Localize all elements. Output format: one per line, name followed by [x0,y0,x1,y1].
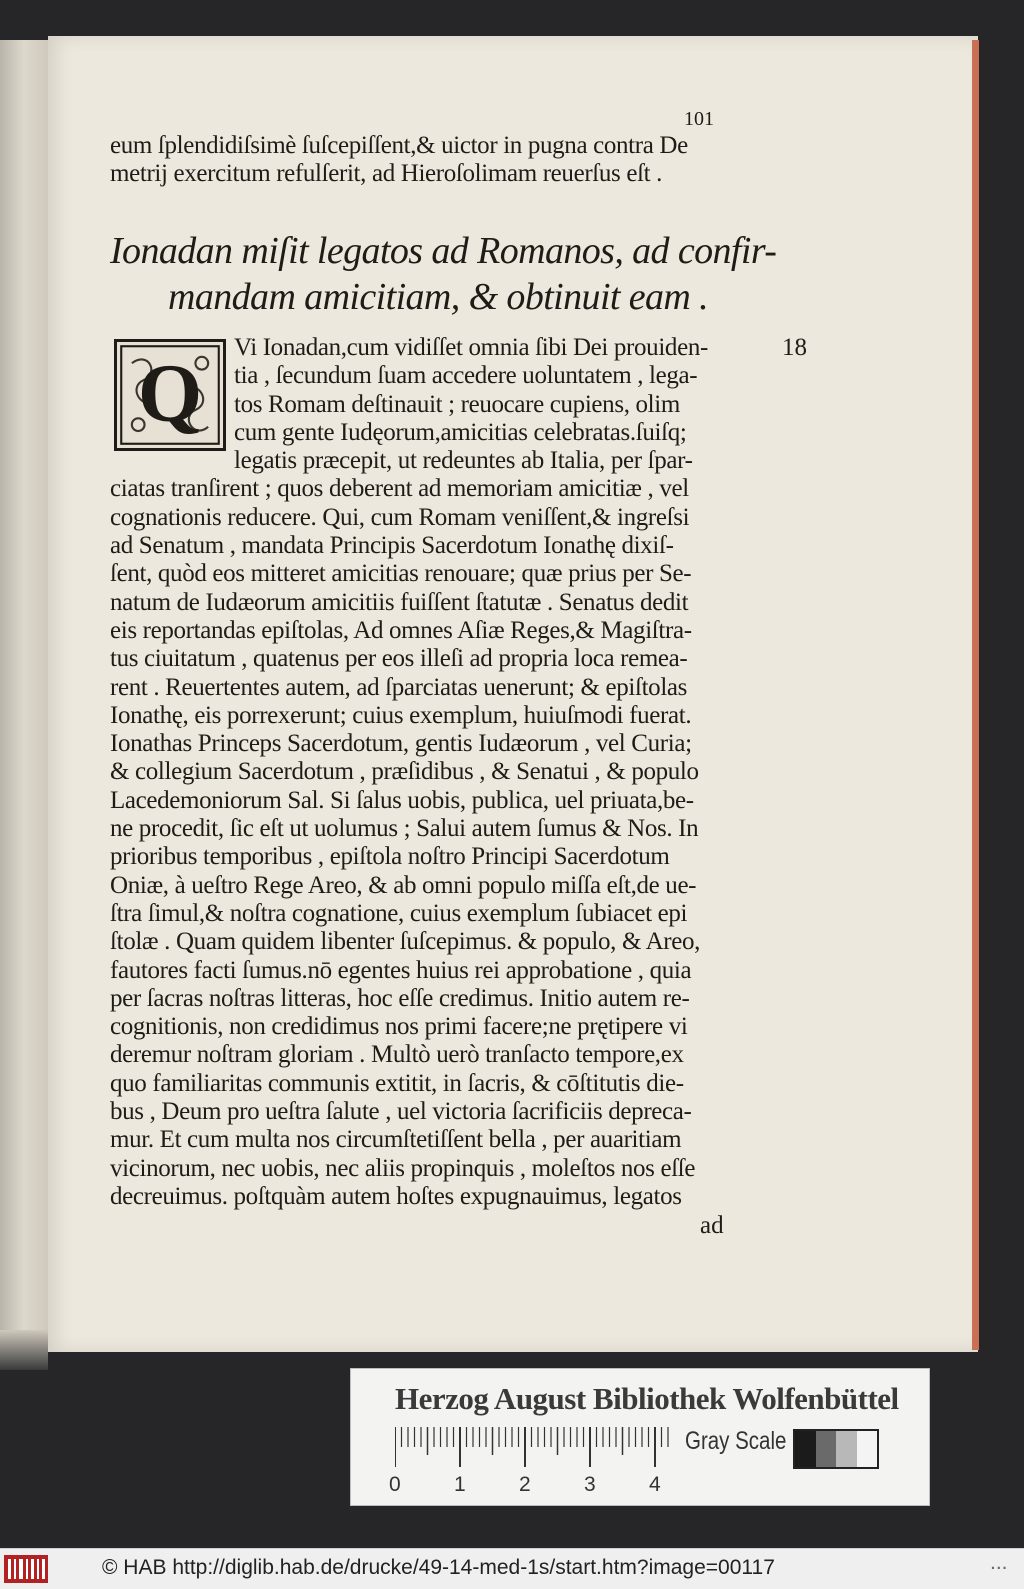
page-number: 101 [684,108,714,130]
text-line: ſtra ſimul,& noſtra cognatione, cuius exemplum ſubiacet epi [110,899,688,927]
gray-scale-swatch [793,1429,879,1469]
page-red-edge [972,40,979,1350]
heading-line: Ionadan miſit legatos ad Romanos, ad confir- [110,230,777,272]
text-line: tus ciuitatum , quatenus per eos illeſi ad propria loca remea- [110,645,688,673]
source-link[interactable]: © HAB http://diglib.hab.de/drucke/49-14-med-1s/start.htm?image=00117 [102,1556,775,1579]
text-line: rent . Reuertentes autem, ad ſparciatas uenerunt; & epiſtolas [110,673,688,701]
text-line: cum gente Iudęorum,amicitias celebratas.ſuiſq; [234,418,687,446]
chapter-heading [110,228,830,320]
swatch-light-gray [836,1431,857,1467]
margin-number: 18 [782,334,807,361]
text-line: cognationis reducere. Qui, cum Romam veniſſent,& ingreſsi [110,503,690,531]
text-line: Lacedemoniorum Sal. Si ſalus uobis, publica, uel priuata,be- [110,786,694,814]
text-line: vicinorum, nec uobis, nec aliis propinquis , moleſtos nos eſſe [110,1154,696,1182]
text-line: decreuimus. poſtquàm autem hoſtes expugnauimus, legatos [110,1182,682,1210]
ruler-number: 3 [584,1473,596,1496]
text-line: metrij exercitum refulſerit, ad Hieroſolimam reuerſus eſt . [110,160,663,188]
more-icon[interactable]: ... [990,1551,1008,1574]
text-line: Vi Ionadan,cum vidiſſet omnia ſibi Dei prouiden- [234,334,708,361]
ruler-number: 4 [649,1473,661,1496]
text-line: fautores facti ſumus.nō egentes huius rei approbatione , quia [110,956,692,984]
ruler-number: 0 [389,1473,401,1496]
swatch-dark-gray [816,1431,837,1467]
text-line: & collegium Sacerdotum , præſidibus , & Senatui , & populo [110,758,699,786]
text-line: mur. Et cum multa nos circumſtetiſſent bella , per auaritiam [110,1126,682,1154]
text-line: deremur noſtram gloriam . Multò uerò tranſacto tempore,ex [110,1041,684,1069]
viewer-footer [0,1548,1024,1589]
top-lines [110,132,830,189]
swatch-white [857,1431,878,1467]
text-line: Ionathę, eis porrexerunt; cuius exemplum, huiuſmodi fuerat. [110,701,692,729]
text-line: cognitionis, non credidimus nos primi facere;ne prętipere vi [110,1013,688,1041]
initial-letter: Q [137,346,203,439]
library-name: Herzog August Bibliothek Wolfenbüttel [395,1381,899,1416]
ruler-number: 1 [454,1473,466,1496]
text-line: per ſacras noſtras litteras, hoc eſſe credimus. Initio autem re- [110,984,690,1012]
text-line: ne procedit, ſic eſt ut uolumus ; Salui autem ſumus & Nos. In [110,815,699,843]
text-line: natum de Iudæorum amicitiis fuiſſent ſtatutæ . Senatus dedit [110,588,689,616]
text-line: ſtolæ . Quam quidem libenter ſuſcepimus. & populo, & Areo, [110,928,701,956]
text-line: eis reportandas epiſtolas, Ad omnes Aſiæ Reges,& Magiſtra- [110,616,692,644]
text-line: Ionathas Princeps Sacerdotum, gentis Iudæorum , vel Curia; [110,730,692,758]
library-label-card [350,1368,930,1506]
left-page-fold [0,1330,48,1370]
gray-scale-label: Gray Scale [685,1427,787,1455]
text-line: eum ſplendidiſsimè ſuſcepiſſent,& uictor in pugna contra De [110,132,688,159]
text-line: Oniæ, à ueſtro Rege Areo, & ab omni populo miſſa eſt,de ue- [110,871,697,899]
text-line: prioribus temporibus , epiſtola noſtro Principi Sacerdotum [110,843,670,871]
text-line: tia , ſecundum ſuam accedere uoluntatem , lega- [234,362,698,390]
text-line: ciatas tranſirent ; quos deberent ad memoriam amicitiæ , vel [110,475,689,503]
text-line: quo familiaritas communis extitit, in ſacris, & cōſtitutis die- [110,1069,684,1097]
text-line: legatis præcepit, ut redeuntes ab Italia, per ſpar- [234,447,693,475]
book-page [48,36,978,1352]
body-text [110,334,830,1211]
catchword: ad [700,1212,724,1239]
text-line: tos Romam deſtinauit ; reuocare cupiens, olim [234,390,680,418]
left-page-edge [0,40,48,1370]
swatch-black [795,1431,816,1467]
ruler-number: 2 [519,1473,531,1496]
text-line: ad Senatum , mandata Principis Sacerdotum Ionathę dixiſ- [110,532,674,560]
text-line: ſent, quòd eos mitteret amicitias renouare; quæ prius per Se- [110,560,692,588]
text-line: bus , Deum pro ueſtra ſalute , uel victoria ſacrificiis depreca- [110,1098,692,1126]
heading-line: mandam amicitiam, & obtinuit eam . [168,276,709,318]
ruler-scale [395,1427,675,1477]
hab-logo-icon [4,1555,48,1583]
